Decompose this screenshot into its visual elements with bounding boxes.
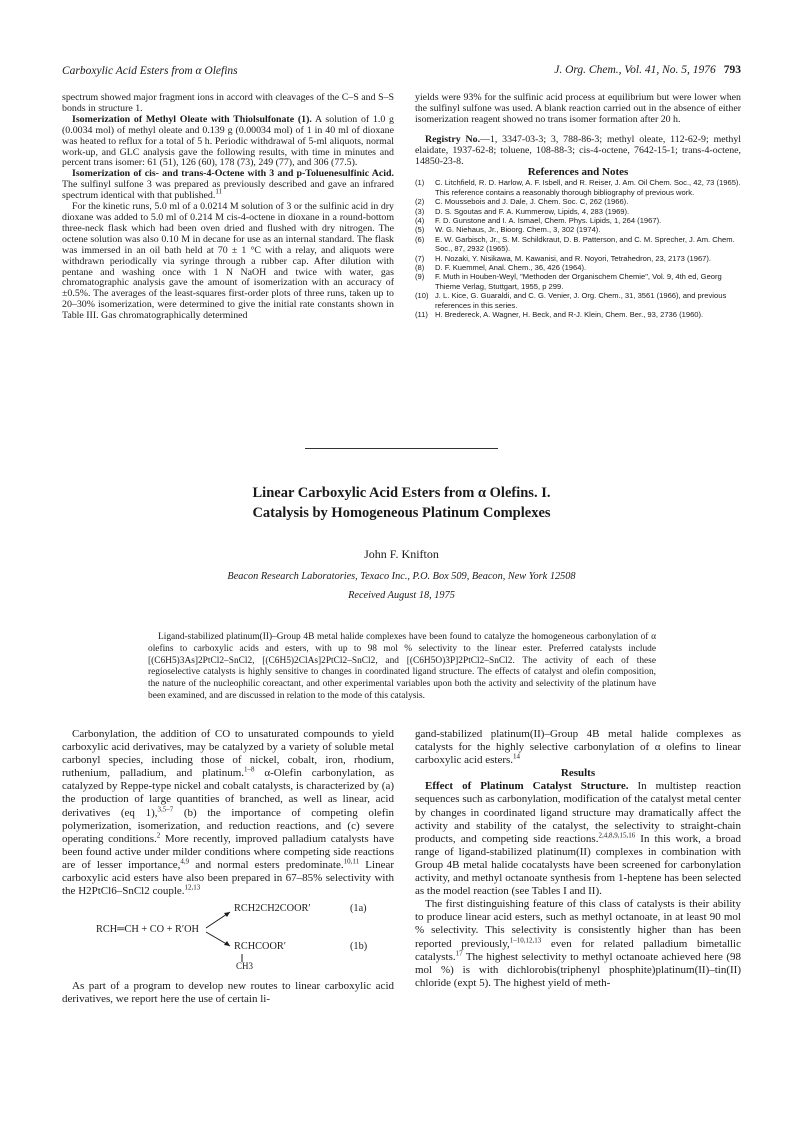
running-header-left: Carboxylic Acid Esters from α Olefins	[62, 65, 238, 77]
reference-item	[415, 291, 741, 310]
reference-number: (4)	[415, 215, 425, 225]
reference-number: (2)	[415, 197, 425, 207]
body-left-column	[62, 728, 394, 1006]
reference-number: (5)	[415, 225, 425, 235]
paragraph: yields were 93% for the sulfinic acid process at equilibrium but were lower when the sulfinyl sulfone was used. A blank reaction carried out in the absence of either isomerization reagent showed no trans isomer formation after 20 h.	[415, 92, 741, 125]
reference-item	[415, 178, 741, 197]
reference-text: F. Muth in Houben-Weyl, "Methoden der Organischem Chemie", Vol. 9, 4th ed, Georg Thieme Verlag, Stuttgart, 1955, p 299.	[435, 272, 722, 291]
references-heading: References and Notes	[527, 166, 629, 179]
reference-item	[415, 263, 741, 272]
paragraph-text: The highest selectivity to methyl octanoate achieved here (98 mol %) is with dichlorobis(triphenyl phosphite)platinum(II)–tin(II) chloride (expt 5). The highest yield of meth-	[415, 950, 741, 989]
registry-heading: Registry No.	[425, 133, 481, 145]
paragraph-text: even for related palladium bimetallic catalysts.	[415, 937, 741, 963]
paragraph-text: The sulfinyl sulfone 3 was prepared as previously described and gave an infrared spectrum identical with that published.	[62, 179, 394, 202]
reference-text: W. G. Niehaus, Jr., Bioorg. Chem., 3, 302 (1974).	[435, 225, 601, 235]
equation-label: (1a)	[350, 903, 367, 915]
reference-number: (7)	[415, 253, 425, 263]
paragraph-text: A solution of 1.0 g (0.0034 mol) of methyl oleate and 0.139 g (0.00034 mol) of 1 in 40 ml of dioxane was heated to reflux for a total of 5 h. Periodic withdrawal of 5-ml aliquots, normal work-up, and GLC analysis gave the following results, with time in minutes and percent trans isomer: 61 (51), 126 (60), 178 (73), 249 (77), and 306 (77.5).	[62, 113, 394, 169]
registry-numbers	[415, 135, 741, 168]
paragraph-text: α-Olefin carbonylation, as catalyzed by Reppe-type nickel and cobalt catalysts, is characterized by (a) the production of large quantities of branched, as well as linear, acid derivatives (eq 1),	[62, 767, 394, 819]
paragraph: spectrum showed major fragment ions in accord with cleavages of the C–S and S–S bonds in structure 1.	[62, 92, 394, 114]
citation: 14	[513, 752, 521, 761]
reference-item	[415, 254, 741, 263]
reference-number: (1)	[415, 178, 425, 188]
reference-number: (3)	[415, 206, 425, 216]
reference-item	[415, 235, 741, 254]
references-list	[415, 178, 741, 319]
paragraph-text: In this work, a broad range of ligand-stabilized platinum(II) complexes in combination with Group 4B metal halide cocatalysts have been screened for carbonylation activity, and methyl octanoate synthesis from 1-heptene has been selected as the model reaction (see Tables I and II).	[415, 832, 741, 898]
equation-1	[62, 902, 394, 970]
equation-linear-product: RCH2CH2COOR′	[234, 903, 311, 915]
reference-item	[415, 310, 741, 319]
body-right-column	[415, 728, 741, 990]
paragraph	[415, 728, 741, 767]
reference-number: (8)	[415, 263, 425, 272]
citation: 11	[215, 187, 223, 196]
paragraph	[415, 898, 741, 990]
page-number: 793	[723, 64, 741, 76]
title-line: Linear Carboxylic Acid Esters from α Olefins. I.	[252, 485, 551, 501]
paragraph-text: gand-stabilized platinum(II)–Group 4B metal halide complexes as catalysts for the highly selective carbonylation of α olefins to linear carboxylic acid esters.	[415, 728, 741, 767]
citation: 17	[455, 948, 463, 957]
reference-text: H. Bredereck, A. Wagner, H. Beck, and R-J. Klein, Chem. Ber., 93, 2736 (1960).	[435, 310, 704, 320]
article-divider	[305, 448, 498, 449]
reference-item	[415, 197, 741, 206]
reference-text: H. Nozaki, Y. Nisikawa, M. Kawanisi, and R. Noyori, Tetrahedron, 23, 2173 (1967).	[435, 253, 712, 263]
previous-article-left-column	[62, 93, 394, 322]
reference-item	[415, 225, 741, 234]
paragraph-text: The first distinguishing feature of this class of catalysts is their ability to produce linear acid esters, such as methyl octanoate, in at least 90 mol % selectivity. This selectivity is consistently higher than has been reported previously,	[415, 898, 741, 950]
citation: 10,11	[343, 857, 360, 866]
previous-article-right-column	[415, 93, 741, 319]
paragraph-text: Carbonylation, the addition of CO to unsaturated compounds to yield carboxylic acid derivatives, may be catalyzed by a variety of soluble metal carbonyl species, including those of nickel, cobalt, iron, rhodium, ruthenium, palladium, and platinum.	[62, 728, 394, 780]
paragraph	[62, 169, 394, 202]
citation: 3,5–7	[157, 804, 174, 813]
citation: 2,4,8,9,15,16	[598, 831, 636, 840]
reference-text: D. F. Kuemmel, Anal. Chem., 36, 426 (1964).	[435, 263, 587, 272]
paragraph-text: (b) the importance of competing olefin polymerization, isomerization, and reduction reactions, and (c) severe operating conditions.	[62, 806, 395, 845]
registry-text: —1, 3347-03-3; 3, 788-86-3; methyl oleate, 112-62-9; methyl elaidate, 1937-62-8; toluene, 108-88-3; cis-4-octene, 7642-15-1; trans-4-octene, 14850-23-8.	[415, 133, 741, 167]
reference-item	[415, 207, 741, 216]
paragraph-text: More recently, improved palladium catalysts have been found active under milder conditions where competing side reactions are of lesser importance,	[62, 832, 395, 871]
equation-reactants: RCH═CH + CO + R′OH	[96, 924, 199, 936]
equation-methyl-branch: CH3	[236, 961, 254, 972]
reference-number: (9)	[415, 272, 425, 282]
received-date: Received August 18, 1975	[348, 590, 455, 601]
article-title	[0, 483, 803, 523]
paragraph	[62, 728, 394, 898]
equation-branched-product: RCHCOOR′	[234, 941, 287, 953]
reference-text: F. D. Gunstone and I. A. Ismael, Chem. Phys. Lipids, 1, 264 (1967).	[435, 215, 662, 225]
affiliation: Beacon Research Laboratories, Texaco Inc., P.O. Box 509, Beacon, New York 12508	[227, 571, 576, 582]
citation: 2	[156, 831, 161, 840]
paragraph-text: and normal esters predominate.	[189, 858, 344, 871]
reference-text: C. Litchfield, R. D. Harlow, A. F. Isbell, and R. Reiser, J. Am. Oil Chem. Soc., 42, 73 (1965). This reference contains a reasonably thorough bibliography of previous work.	[435, 178, 741, 197]
citation: 12,13	[184, 883, 201, 892]
citation: 1–8	[244, 765, 255, 774]
citation: 4,9	[180, 857, 190, 866]
title-line: Catalysis by Homogeneous Platinum Complexes	[252, 505, 551, 521]
paragraph: As part of a program to develop new routes to linear carboxylic acid derivatives, we report here the use of certain li-	[62, 980, 394, 1006]
run-in-heading: Effect of Platinum Catalyst Structure.	[425, 780, 629, 793]
paragraph-text: Linear carboxylic acid esters have also been prepared in 67–85% selectivity with the H2PtCl6–SnCl2 couple.	[62, 858, 394, 898]
abstract: Ligand-stabilized platinum(II)–Group 4B metal halide complexes have been found to catalyze the homogeneous carbonylation of α olefins to carboxylic acids and esters, with up to 98 mol % selectivity to the linear ester. Preferred catalysts include [(C6H5)3As]2PtCl2–SnCl2, [(C6H5)2ClAs]2PtCl2–SnCl2, and [(C6H5O)3P]2PtCl2–SnCl2. The activity of each of these regioselective catalysts is highly sensitive to changes in coordinated ligand structure. The effects of catalyst and olefin composition, the nature of the nucleophilic coreactant, and other experimental variables upon both the activity and selectivity of the platinum have been examined, and are discussed in relation to the mode of this catalysis.	[148, 632, 656, 701]
paragraph-text: In multistep reaction sequences such as carbonylation, modification of the catalyst metal center by changes in coordinated ligand structure may dramatically affect the activity and stability of the catalyst, the selectivity to straight-chain products, and competing side reactions.	[415, 780, 742, 845]
journal-citation: J. Org. Chem., Vol. 41, No. 5, 1976	[554, 64, 716, 76]
reference-text: J. L. Kice, G. Guaraldi, and C. G. Venier, J. Org. Chem., 31, 3561 (1966), and previous references in this series.	[435, 291, 727, 310]
running-header-right	[554, 64, 741, 76]
run-in-heading: Isomerization of cis- and trans-4-Octene with 3 and p-Toluenesulfinic Acid.	[72, 168, 394, 180]
citation: 1–10,12,13	[509, 935, 542, 944]
reference-text: D. S. Sgoutas and F. A. Kummerow, Lipids, 4, 283 (1969).	[435, 206, 630, 216]
paragraph: For the kinetic runs, 5.0 ml of a 0.0214 M solution of 3 or the sulfinic acid in dry dioxane was added to 5.0 ml of 0.214 M cis-4-octene in dioxane in a round-bottom three-neck flask which had been oven dried and flushed with dry nitrogen. The octene solution was also 0.10 M in decane for use as an internal standard. The flask was immersed in an oil bath held at 70 ± 1 °C with a relay, and aliquots were withdrawn periodically via syringe through a rubber cap. After dilution with pentane and washing once with 1 N NaOH and twice with water, gas chromatographic analysis gave the amount of isomerization with an accuracy of ±0.5%. The averages of the least-squares first-order plots of three runs, taken up to 20–30% isomerization, were determined to give the initial rate constants shown in Table III. Gas chromatographically determined	[62, 201, 394, 322]
reference-item	[415, 272, 741, 291]
equation-label: (1b)	[350, 941, 368, 953]
reference-number: (6)	[415, 234, 425, 244]
section-heading-results: Results	[560, 767, 596, 780]
reference-item	[415, 216, 741, 225]
reference-number: (10)	[415, 291, 429, 301]
run-in-heading: Isomerization of Methyl Oleate with Thiolsulfonate (1).	[72, 113, 312, 125]
paragraph	[415, 780, 741, 898]
reference-text: C. Moussebois and J. Dale, J. Chem. Soc. C, 262 (1966).	[435, 197, 629, 207]
author: John F. Knifton	[364, 547, 439, 561]
reference-text: E. W. Garbisch, Jr., S. M. Schildkraut, D. B. Patterson, and C. M. Sprecher, J. Am. Chem. Soc., 87, 2932 (1965).	[435, 234, 735, 254]
paragraph	[62, 115, 394, 170]
reference-number: (11)	[415, 310, 428, 320]
